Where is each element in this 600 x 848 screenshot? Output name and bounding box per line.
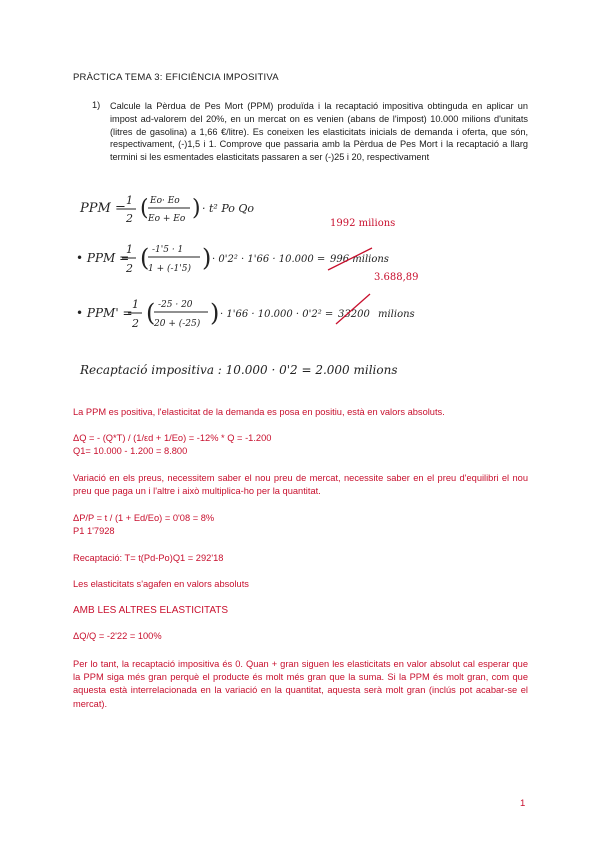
- question-text: Calcule la Pèrdua de Pes Mort (PPM) produïda i la recaptació impositiva obtinguda en aplicar un impost ad-valorem del 20%, en un mercat on es venien (abans de l'impost) 10.000 milions d'unitats (litres de gasolina) a 1,66 €/litre). Es coneixen les elasticitats inicials de demanda i oferta, que són, respectivament, (-)1,5 i 1. Comprove que passaria amb la Pèrdua de Pes Mort i la recaptació a llarg termini si les esmentades elasticitats passaren a ser (-)25 i 20, respectivament: [110, 101, 528, 163]
- hw-line1-half-den: 2: [126, 212, 133, 225]
- hw-line3-unit: milions: [378, 309, 415, 320]
- hw-line2-tail: · 0'2² · 1'66 · 10.000 =: [212, 254, 326, 265]
- equation-delta-q: [73, 432, 271, 458]
- eq-recaptacio: Recaptació: T= t(Pd-Po)Q1 = 292'18: [73, 553, 224, 563]
- page-heading: PRÀCTICA TEMA 3: EFICIÈNCIA IMPOSITIVA: [73, 72, 279, 83]
- svg-text:(: (: [146, 299, 156, 327]
- hw-line3-tail: · 1'66 · 10.000 · 0'2² =: [220, 309, 334, 320]
- svg-text:(: (: [140, 196, 149, 221]
- svg-text:): ): [210, 299, 220, 327]
- eq-delta-q-ratio: ΔQ/Q = -2'22 = 100%: [73, 631, 162, 641]
- hw-line4: Recaptació impositiva : 10.000 · 0'2 = 2.000 milions: [80, 363, 398, 377]
- equation-delta-p: [73, 512, 214, 538]
- hw-line1-den: Eo + Eo: [148, 214, 186, 224]
- page-number: 1: [520, 798, 526, 809]
- hw-line3-lhs: • PPM' =: [76, 306, 133, 320]
- hw-line2-crossed: 996 milions: [330, 254, 389, 265]
- hw-line2-half-den: 2: [126, 262, 133, 275]
- hw-line3-den: 20 + (-25): [154, 319, 201, 329]
- hw-line2-lhs: • PPM =: [76, 251, 130, 265]
- para-price-variation: Variació en els preus, necessitem saber el nou preu de mercat, necessite saber en el preu d'equilibri el nou preu que paga un i l'altre i això multiplica-ho per la quantitat.: [73, 473, 528, 497]
- svg-text:): ): [192, 196, 201, 221]
- hw-line3-half-den: 2: [132, 317, 139, 330]
- para-ppm-positive: La PPM es positiva, l'elasticitat de la demanda es posa en positiu, està en valors absoluts.: [73, 407, 445, 417]
- hw-note-bottom: 3.688,89: [374, 272, 419, 283]
- para-absolute-elasticities: Les elasticitats s'agafen en valors absoluts: [73, 579, 249, 589]
- svg-text:): ): [202, 244, 212, 272]
- handwritten-solution: [60, 182, 540, 387]
- hw-line1-half-num: 1: [126, 194, 133, 207]
- eq-q1: Q1= 10.000 - 1.200 = 8.800: [73, 446, 188, 457]
- hw-line1-num: Eo· Eo: [150, 196, 180, 206]
- eq-delta-p: ΔP/P = t / (1 + Ed/Eo) = 0'08 = 8%: [73, 513, 215, 523]
- hw-line2-half-num: 1: [126, 243, 133, 256]
- hw-line3-half-num: 1: [132, 298, 139, 311]
- hw-note-top: 1992 milions: [330, 218, 396, 229]
- eq-p1: P1 1'7928: [73, 526, 115, 537]
- eq-delta-q: ΔQ = - (Q*T) / (1/εd + 1/Eo) = -12% * Q = -1.200: [73, 433, 272, 443]
- hw-line2-num: -1'5 · 1: [152, 245, 184, 255]
- hw-line3-crossed: 33200: [338, 309, 370, 320]
- hw-line3-num: -25 · 20: [158, 300, 193, 310]
- hw-line1-lhs: PPM =: [80, 201, 126, 216]
- hw-line2-den: 1 + (-1'5): [148, 264, 191, 274]
- para-conclusion: Per lo tant, la recaptació impositiva és 0. Quan + gran siguen les elasticitats en valor absolut cal esperar que la PPM siga més gran perquè el producte és molt més gran que la suma. Si la PPM és molt gran, com que aquesta està interrelacionada en la variació en la quantitat, aquesta serà molt gran (inclús pot acabar-se el mercat).: [73, 659, 528, 709]
- hw-line1-tail: · t² Po Qo: [202, 202, 255, 215]
- section-other-elasticities: AMB LES ALTRES ELASTICITATS: [73, 605, 229, 616]
- question-number: 1): [92, 100, 101, 110]
- svg-text:(: (: [140, 244, 150, 272]
